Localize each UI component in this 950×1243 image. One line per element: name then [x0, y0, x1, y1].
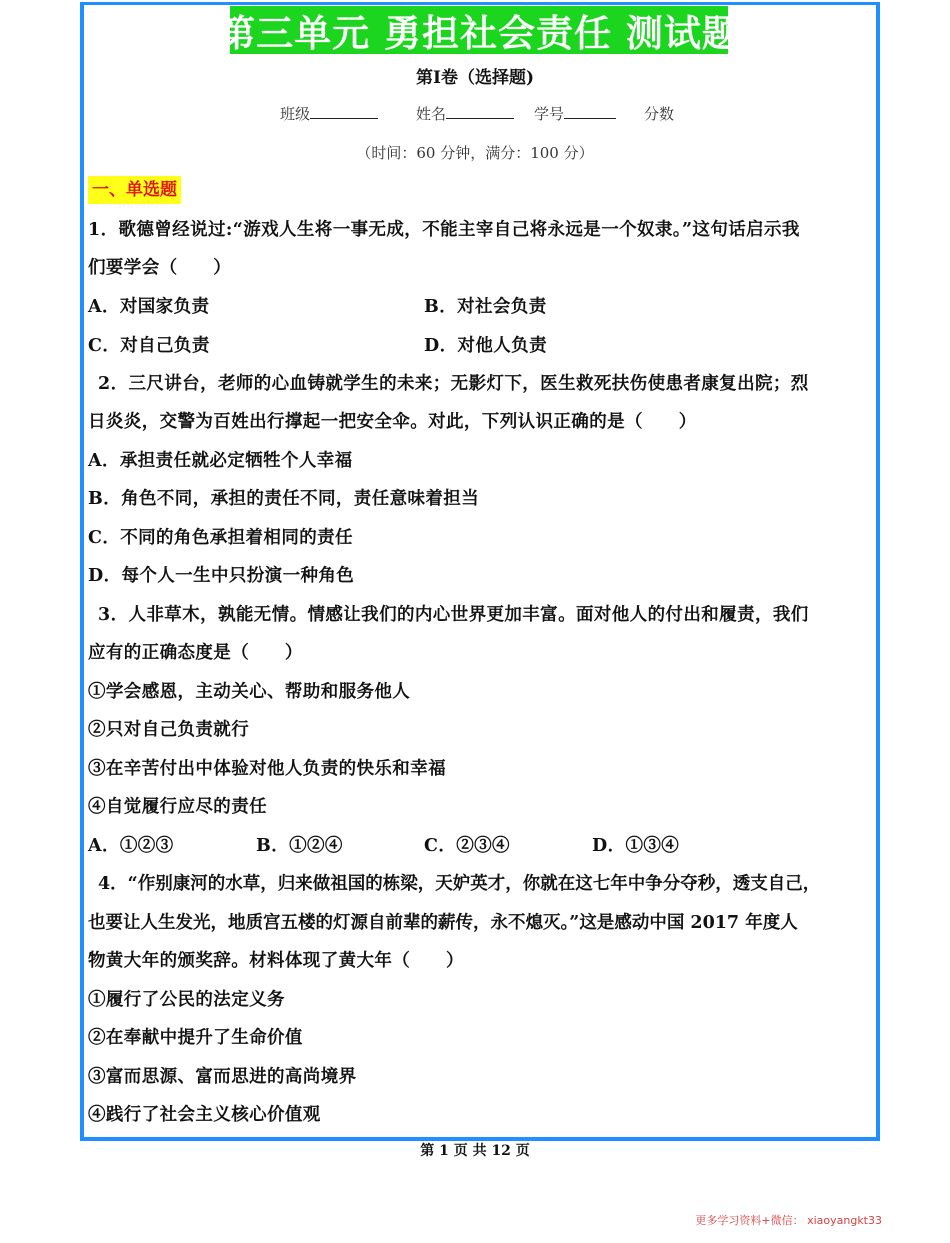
q3-statement-1: ①学会感恩，主动关心、帮助和服务他人: [88, 682, 411, 702]
q4-stem-line2: 也要让人生发光，地质宫五楼的灯源自前辈的薪传，永不熄灭。”这是感动中国 2017 年度人: [88, 913, 798, 933]
q2-option-a[interactable]: A．承担责任就必定牺牲个人幸福: [88, 451, 353, 471]
q2-stem-line1: 2．三尺讲台，老师的心血铸就学生的未来；无影灯下，医生救死扶伤使患者康复出院；烈: [98, 374, 809, 394]
q3-option-a[interactable]: A．①②③: [88, 836, 174, 856]
title-banner: [218, 6, 740, 55]
student-id-label: 学号: [534, 105, 565, 123]
q4-statement-4: ④践行了社会主义核心价值观: [88, 1105, 321, 1125]
q3-option-d[interactable]: D．①③④: [592, 836, 680, 856]
q3-statement-2: ②只对自己负责就行: [88, 720, 250, 740]
q1-stem-line1: 1．歌德曾经说过:“游戏人生将一事无成，不能主宰自己将永远是一个奴隶。”这句话启示我: [88, 220, 800, 240]
q4-statement-2: ②在奉献中提升了生命价值: [88, 1028, 303, 1048]
q3-stem-line1: 3．人非草木，孰能无情。情感让我们的内心世界更加丰富。面对他人的付出和履责，我们: [98, 605, 809, 625]
paper-subtitle: 第Ⅰ卷（选择题): [416, 68, 534, 88]
q1-option-b[interactable]: B．对社会负责: [424, 297, 547, 317]
q3-statement-3: ③在辛苦付出中体验对他人负责的快乐和幸福: [88, 759, 446, 779]
time-note: （时间：60 分钟，满分：100 分）: [356, 144, 594, 162]
name-field[interactable]: [416, 103, 514, 124]
class-field[interactable]: [280, 103, 378, 124]
score-label: 分数: [644, 105, 675, 123]
q3-option-c[interactable]: C．②③④: [424, 836, 510, 856]
document-title: 第三单元 勇担社会责任 测试题: [218, 12, 740, 55]
name-label: 姓名: [416, 105, 447, 123]
class-blank[interactable]: [310, 104, 378, 119]
q4-statement-3: ③富而思源、富而思进的高尚境界: [88, 1067, 357, 1087]
page-number: 第 1 页 共 12 页: [420, 1143, 530, 1159]
score-field: [644, 103, 674, 124]
q3-stem-line2: 应有的正确态度是（ ）: [88, 643, 303, 663]
watermark-text: 更多学习资料+微信： xiaoyangkt33: [695, 1214, 882, 1227]
q3-option-b[interactable]: B．①②④: [256, 836, 343, 856]
q4-statement-1: ①履行了公民的法定义务: [88, 990, 285, 1010]
q4-stem-line1: 4．“作别康河的水草，归来做祖国的栋梁，天妒英才，你就在这七年中争分夺秒，透支自己，: [98, 874, 821, 894]
student-id-blank[interactable]: [564, 104, 616, 119]
q2-option-b[interactable]: B．角色不同，承担的责任不同，责任意味着担当: [88, 489, 480, 509]
q4-stem-line3: 物黄大年的颁奖辞。材料体现了黄大年（ ）: [88, 951, 464, 971]
q1-stem-line2: 们要学会（ ）: [88, 258, 232, 278]
q1-option-d[interactable]: D．对他人负责: [424, 336, 547, 356]
name-blank[interactable]: [446, 104, 514, 119]
section-label: 一、单选题: [88, 176, 181, 204]
q2-option-d[interactable]: D．每个人一生中只扮演一种角色: [88, 566, 355, 586]
student-info-row: [280, 103, 700, 127]
q1-option-c[interactable]: C．对自己负责: [88, 336, 210, 356]
q1-option-a[interactable]: A．对国家负责: [88, 297, 210, 317]
class-label: 班级: [280, 105, 311, 123]
q3-statement-4: ④自觉履行应尽的责任: [88, 797, 267, 817]
q2-stem-line2: 日炎炎，交警为百姓出行撑起一把安全伞。对此，下列认识正确的是（ ）: [88, 412, 697, 432]
student-id-field[interactable]: [534, 103, 616, 124]
q2-option-c[interactable]: C．不同的角色承担着相同的责任: [88, 528, 353, 548]
